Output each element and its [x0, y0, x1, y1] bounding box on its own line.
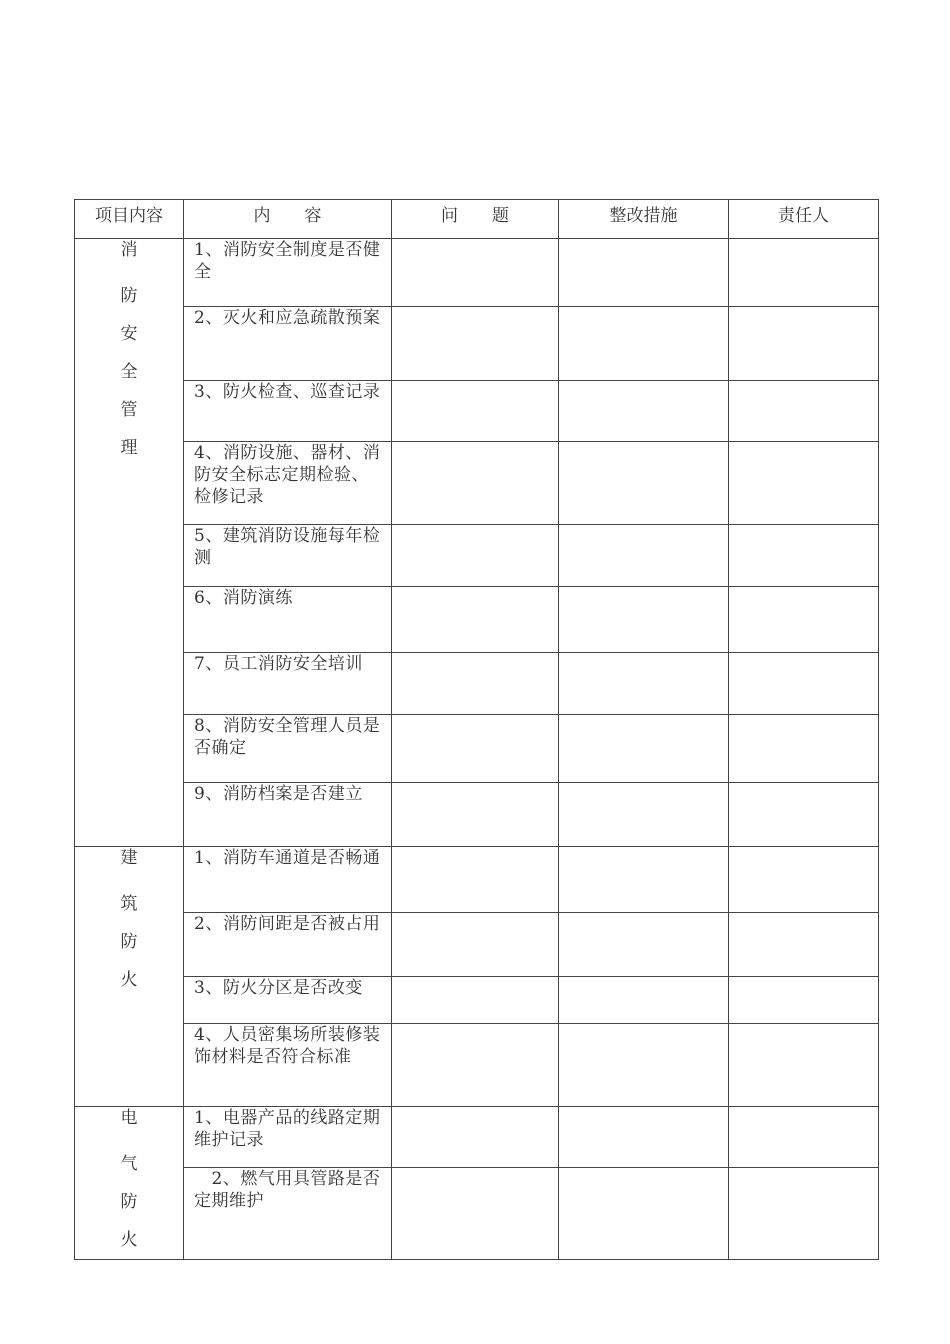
problem-cell — [392, 307, 559, 381]
section-label-char: 火 — [120, 970, 138, 990]
section-label-char: 建 — [120, 848, 138, 868]
measures-cell — [559, 1024, 729, 1107]
measures-cell — [559, 1168, 729, 1260]
problem-cell — [392, 783, 559, 847]
measures-cell — [559, 1107, 729, 1168]
problem-cell — [392, 653, 559, 715]
responsible-cell — [729, 442, 879, 525]
inspection-table-wrapper — [74, 199, 878, 1260]
problem-cell — [392, 587, 559, 653]
measures-cell — [559, 715, 729, 783]
responsible-cell — [729, 587, 879, 653]
content-cell: 4、消防设施、器材、消防安全标志定期检验、检修记录 — [184, 442, 392, 525]
measures-cell — [559, 442, 729, 525]
header-responsible: 责任人 — [729, 200, 879, 239]
responsible-cell — [729, 307, 879, 381]
content-cell: 1、电器产品的线路定期维护记录 — [184, 1107, 392, 1168]
section-label-char: 气 — [120, 1154, 138, 1174]
problem-cell — [392, 381, 559, 442]
responsible-cell — [729, 1168, 879, 1260]
measures-cell — [559, 307, 729, 381]
header-project: 项目内容 — [75, 200, 184, 239]
table-row — [75, 783, 879, 847]
table-row — [75, 913, 879, 977]
responsible-cell — [729, 1024, 879, 1107]
section-label-char: 管 — [120, 400, 138, 420]
measures-cell — [559, 381, 729, 442]
header-measures: 整改措施 — [559, 200, 729, 239]
table-row — [75, 1168, 879, 1260]
table-row — [75, 442, 879, 525]
section-label-char: 全 — [120, 362, 138, 382]
table-row — [75, 847, 879, 913]
content-cell: 2、燃气用具管路是否定期维护 — [184, 1168, 392, 1260]
section-label-char: 理 — [120, 438, 138, 458]
responsible-cell — [729, 847, 879, 913]
responsible-cell — [729, 913, 879, 977]
table-row — [75, 715, 879, 783]
problem-cell — [392, 913, 559, 977]
section-label-electrical-fire-prevention — [75, 1107, 184, 1260]
measures-cell — [559, 525, 729, 587]
content-cell: 5、建筑消防设施每年检测 — [184, 525, 392, 587]
content-cell: 7、员工消防安全培训 — [184, 653, 392, 715]
responsible-cell — [729, 715, 879, 783]
problem-cell — [392, 525, 559, 587]
content-cell: 2、灭火和应急疏散预案 — [184, 307, 392, 381]
problem-cell — [392, 239, 559, 307]
content-cell: 2、消防间距是否被占用 — [184, 913, 392, 977]
section-label-char: 安 — [120, 324, 138, 344]
measures-cell — [559, 653, 729, 715]
measures-cell — [559, 587, 729, 653]
content-cell: 3、防火分区是否改变 — [184, 977, 392, 1024]
problem-cell — [392, 442, 559, 525]
content-cell: 9、消防档案是否建立 — [184, 783, 392, 847]
section-label-building-fire-prevention — [75, 847, 184, 1107]
responsible-cell — [729, 239, 879, 307]
problem-cell — [392, 847, 559, 913]
section-label-fire-safety-management — [75, 239, 184, 847]
measures-cell — [559, 977, 729, 1024]
problem-cell — [392, 715, 559, 783]
content-cell: 1、消防车通道是否畅通 — [184, 847, 392, 913]
responsible-cell — [729, 525, 879, 587]
section-label-char: 防 — [120, 932, 138, 952]
content-cell: 3、防火检查、巡查记录 — [184, 381, 392, 442]
header-problem: 问 题 — [392, 200, 559, 239]
header-content: 内 容 — [184, 200, 392, 239]
responsible-cell — [729, 653, 879, 715]
problem-cell — [392, 1168, 559, 1260]
content-cell: 6、消防演练 — [184, 587, 392, 653]
responsible-cell — [729, 977, 879, 1024]
section-label-char: 火 — [120, 1230, 138, 1250]
section-label-char: 防 — [120, 1192, 138, 1212]
problem-cell — [392, 1024, 559, 1107]
measures-cell — [559, 783, 729, 847]
content-cell: 8、消防安全管理人员是否确定 — [184, 715, 392, 783]
section-label-char: 消 — [120, 240, 138, 260]
table-row — [75, 307, 879, 381]
content-cell: 1、消防安全制度是否健全 — [184, 239, 392, 307]
content-cell: 4、人员密集场所装修装饰材料是否符合标准 — [184, 1024, 392, 1107]
measures-cell — [559, 847, 729, 913]
inspection-table — [74, 199, 879, 1260]
table-row — [75, 653, 879, 715]
table-row — [75, 239, 879, 307]
table-row — [75, 525, 879, 587]
section-label-char: 筑 — [120, 894, 138, 914]
table-row — [75, 381, 879, 442]
responsible-cell — [729, 783, 879, 847]
table-row — [75, 977, 879, 1024]
table-row — [75, 1024, 879, 1107]
header-row — [75, 200, 879, 239]
measures-cell — [559, 239, 729, 307]
section-label-char: 电 — [120, 1108, 138, 1128]
problem-cell — [392, 977, 559, 1024]
responsible-cell — [729, 1107, 879, 1168]
problem-cell — [392, 1107, 559, 1168]
table-row — [75, 587, 879, 653]
section-label-char: 防 — [120, 286, 138, 306]
responsible-cell — [729, 381, 879, 442]
measures-cell — [559, 913, 729, 977]
table-row — [75, 1107, 879, 1168]
